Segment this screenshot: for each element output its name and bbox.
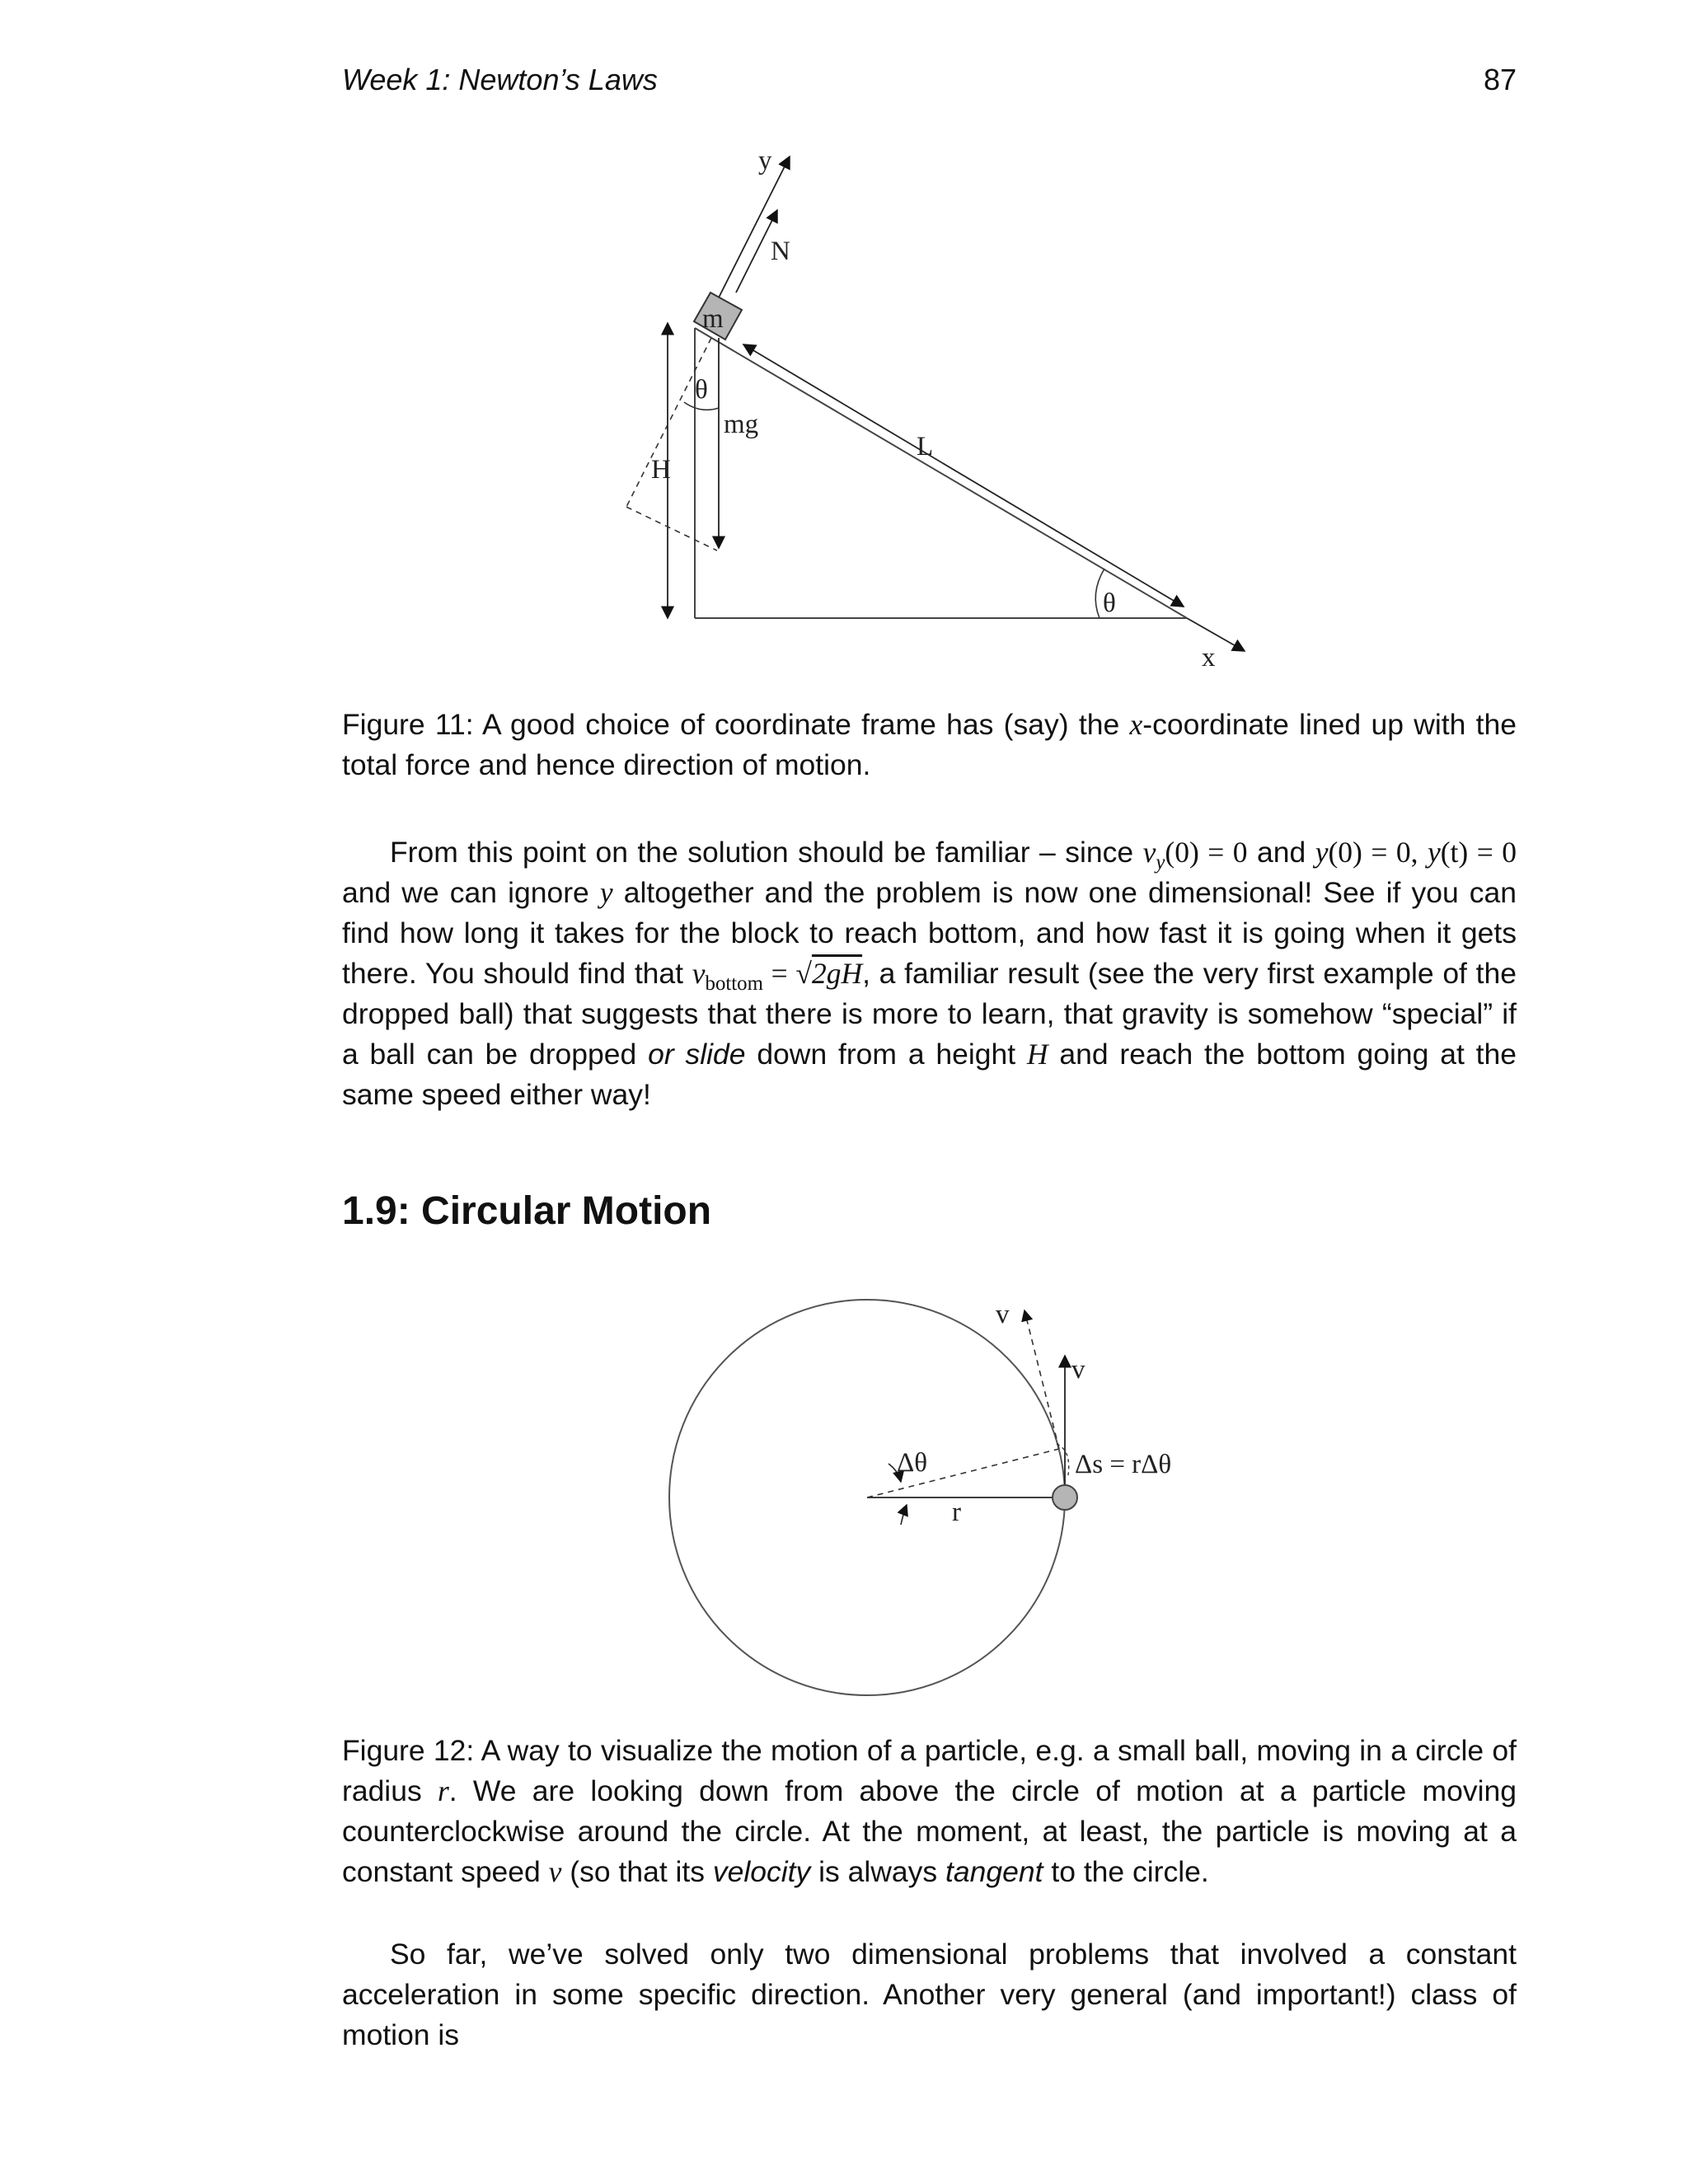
figure-12-diagram	[0, 1286, 1688, 1714]
text-run: and we can ignore	[342, 876, 600, 909]
math-var: y	[1427, 836, 1441, 869]
v-solid-label: v	[1071, 1355, 1085, 1385]
math-var: v	[1142, 836, 1156, 869]
math-expr: = √	[762, 957, 812, 990]
text-run: altogether and the problem is now one dimensional! See if you can find how long it takes for the block to reach bottom, and how fast it is going when it gets there. You should find that	[342, 876, 1517, 990]
y-axis-label: y	[758, 146, 772, 176]
math-expr: (0) = 0	[1165, 836, 1248, 869]
paragraph-text: So far, we’ve solved only two dimensional problems that involved a constant acceleration in some specific direction. Another very general (and important!) class of motion is	[342, 1938, 1517, 2051]
text-run: , a familiar result (see the very first example of the dropped ball) that suggests that there is more to learn, that gravity is somehow “special” if a ball can be dropped	[342, 957, 1517, 1071]
height-label: H	[651, 455, 671, 485]
emphasis: velocity	[712, 1855, 811, 1888]
page-number: 87	[1483, 63, 1517, 96]
math-sub: y	[1156, 851, 1165, 874]
math-expr: (0) = 0,	[1328, 836, 1418, 869]
figure-11-diagram	[0, 0, 1688, 709]
math-var: H	[1026, 1038, 1048, 1071]
particle-ball	[1053, 1485, 1077, 1510]
x-axis-arrow	[1187, 618, 1245, 651]
body-paragraph-2	[342, 1934, 1517, 2055]
text-run: and reach the bottom going at the same speed either way!	[342, 1038, 1517, 1111]
dtheta-arc-bottom	[901, 1505, 907, 1525]
caption-text: to the circle.	[1043, 1855, 1209, 1888]
v-dashed-label: v	[996, 1300, 1010, 1329]
normal-force-label: N	[771, 237, 790, 266]
caption-text: . We are looking down from above the circle of motion at a particle moving counterclockwise around the circle. At the moment, at least, the particle is moving at a constant speed	[342, 1774, 1517, 1888]
text-run: down from a height	[745, 1038, 1027, 1071]
math-var: y	[599, 876, 613, 909]
x-axis-label: x	[1202, 643, 1216, 673]
dashed-velocity-arrow	[1025, 1310, 1059, 1449]
length-label: L	[917, 432, 934, 462]
math-sub: bottom	[705, 972, 763, 996]
text-run: From this point on the solution should be familiar – since	[390, 836, 1143, 869]
math-var: v	[548, 1855, 562, 1888]
section-heading: 1.9: Circular Motion	[342, 1189, 712, 1233]
delta-theta-label: Δθ	[897, 1448, 928, 1478]
caption-text: Figure 11: A good choice of coordinate frame has (say) the	[342, 708, 1130, 741]
figure-11-caption	[342, 705, 1517, 785]
math-var: y	[1315, 836, 1329, 869]
math-var: r	[437, 1774, 449, 1807]
gravity-label: mg	[724, 410, 759, 439]
caption-text: Figure 12: A way to visualize the motion of a particle, e.g. a small ball, moving in a circle of radius	[342, 1734, 1517, 1807]
dashed-radius	[867, 1449, 1059, 1497]
body-paragraph-1	[342, 832, 1517, 1115]
arc-length-label: Δs = rΔθ	[1075, 1450, 1172, 1479]
theta-bottom-label: θ	[1103, 588, 1116, 618]
length-arrow	[743, 344, 1184, 607]
mass-label: m	[702, 304, 724, 334]
emphasis: tangent	[945, 1855, 1043, 1888]
figure-12-caption	[342, 1731, 1517, 1892]
dashed-component-2	[626, 507, 717, 551]
math-expr: 2gH	[811, 957, 863, 990]
emphasis: or slide	[648, 1038, 746, 1071]
incline-hypotenuse	[695, 328, 1187, 618]
theta-top-label: θ	[695, 375, 708, 405]
radius-label: r	[952, 1497, 961, 1527]
caption-text: (so that its	[561, 1855, 713, 1888]
running-title: Week 1: Newton’s Laws	[342, 63, 658, 96]
math-expr: (t) = 0	[1440, 836, 1517, 869]
math-var: v	[692, 957, 706, 990]
caption-text: is always	[810, 1855, 946, 1888]
math-var: x	[1129, 708, 1143, 741]
text-run: and	[1247, 836, 1315, 869]
caption-text: -coordinate lined up with the total force and hence direction of motion.	[342, 708, 1517, 781]
